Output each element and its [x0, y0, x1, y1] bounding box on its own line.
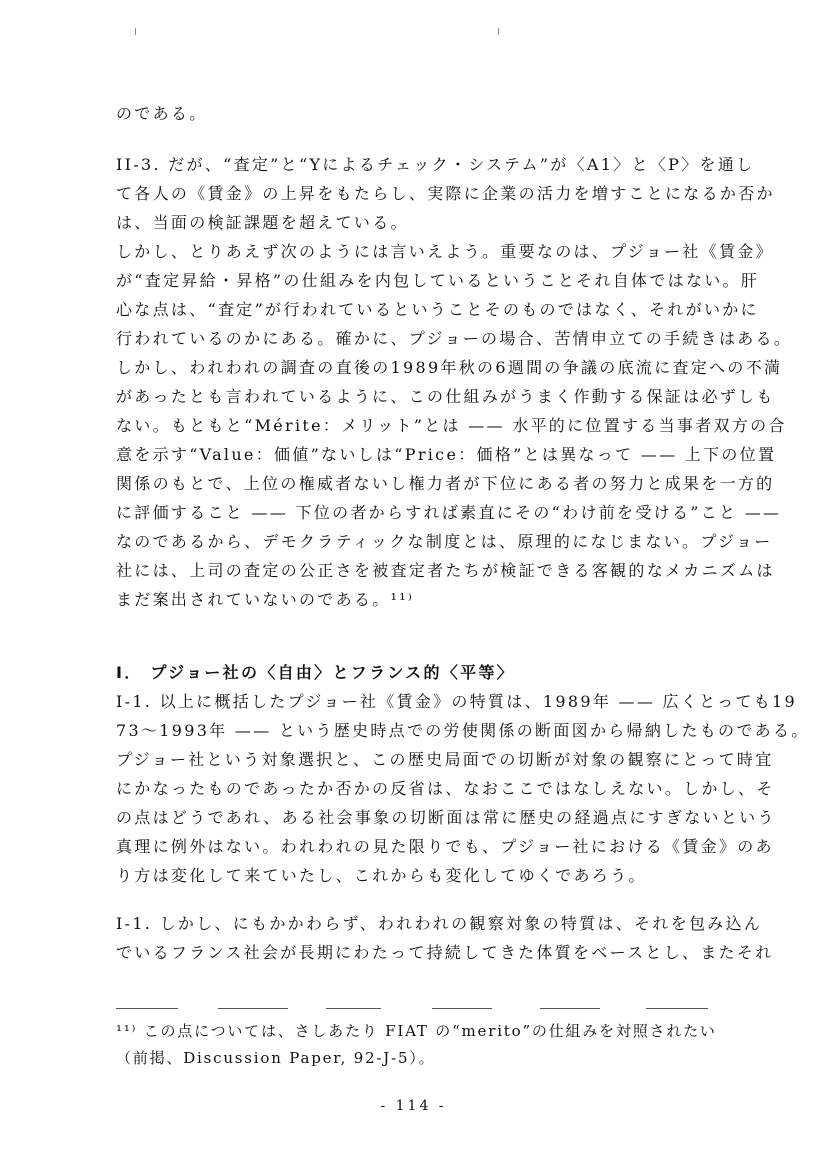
- text-line: が“査定昇給・昇格”の仕組みを内包しているということそれ自体ではない。肝: [116, 271, 760, 290]
- text-line: の点はどうであれ、ある社会事象の切断面は常に歴史の経過点にすぎないという: [116, 808, 776, 827]
- footnote-rule: [116, 1008, 178, 1009]
- text-line: I-1. しかし、にもかかわらず、われわれの観察対象の特質は、それを包み込ん: [116, 914, 763, 933]
- text-line: 行われているのかにある。確かに、プジョーの場合、苦情申立ての手続きはある。: [116, 329, 793, 348]
- footnote-rule: [218, 1008, 288, 1009]
- text-line: 意を示す“Value：価値”ないしは“Price：価格”とは異なって —— 上下の位置: [116, 445, 777, 464]
- text-line: まだ案出されていないのである。¹¹⁾: [116, 590, 415, 609]
- text-line: なのであるから、デモクラティックな制度とは、原理的になじまない。プジョー: [116, 532, 773, 551]
- footnote-rule: [646, 1008, 708, 1009]
- footnote-rule: [432, 1008, 492, 1009]
- text-line: 心な点は、“査定”が行われているということそのものではなく、それがいかに: [116, 300, 759, 319]
- text-line: て各人の《賃金》の上昇をもたらし、実際に企業の活力を増すことになるか否か: [116, 184, 775, 203]
- text-line: のである。: [116, 104, 208, 123]
- section-heading: I． プジョー社の〈自由〉とフランス的〈平等〉: [116, 663, 515, 682]
- text-line: しかし、とりあえず次のようには言いえよう。重要なのは、プジョー社《賃金》: [116, 242, 774, 261]
- text-line: 真理に例外はない。われわれの見た限りでも、プジョー社における《賃金》のあ: [116, 837, 774, 856]
- text-line: があったとも言われているように、この仕組みがうまく作動する保証は必ずしも: [116, 387, 775, 406]
- text-line: 社には、上司の査定の公正さを被査定者たちが検証できる客観的なメカニズムは: [116, 561, 775, 580]
- scan-mark: [135, 28, 136, 35]
- text-line: I-1. 以上に概括したプジョー社《賃金》の特質は、1989年 —— 広くとっても19: [116, 692, 797, 711]
- text-line: しかし、われわれの調査の直後の1989年秋の6週間の争議の底流に査定への不満: [116, 358, 783, 377]
- text-line: り方は変化して来ていたし、これからも変化してゆくであろう。: [116, 866, 647, 885]
- text-line: に評価すること —— 下位の者からすれば素直にその“わけ前を受ける”こと ——: [116, 503, 782, 522]
- page-number: - 114 -: [380, 1098, 447, 1114]
- footnote-rule: [326, 1008, 381, 1009]
- text-line: でいるフランス社会が長期にわたって持続してきた体質をベースとし、またそれ: [116, 943, 774, 962]
- text-line: 関係のもとで、上位の権威者ないし権力者が下位にある者の努力と成果を一方的: [116, 474, 775, 493]
- text-line: にかなったものであったか否かの反省は、なおここではなしえない。しかし、そ: [116, 779, 775, 798]
- text-line: は、当面の検証課題を超えている。: [116, 213, 409, 232]
- text-line: II-3. だが、“査定”と“Yによるチェック・システム”が〈A1〉と〈P〉を通し: [116, 155, 755, 174]
- text-line: ない。もともと“Mérite：メリット”とは —— 水平的に位置する当事者双方の合: [116, 416, 787, 435]
- scan-mark: [498, 28, 499, 35]
- footnote-line: （前掲、Discussion Paper, 92-J-5）。: [116, 1049, 436, 1067]
- footnote-line: ¹¹⁾ この点については、さしあたり FIAT の“merito”の仕組みを対照されたい: [116, 1022, 717, 1040]
- text-line: 73～1993年 —— という歴史時点での労使関係の断面図から帰納したものである。: [116, 721, 810, 740]
- text-line: プジョー社という対象選択と、この歴史局面での切断が対象の観察にとって時宜: [116, 750, 774, 769]
- footnote-rule: [540, 1008, 600, 1009]
